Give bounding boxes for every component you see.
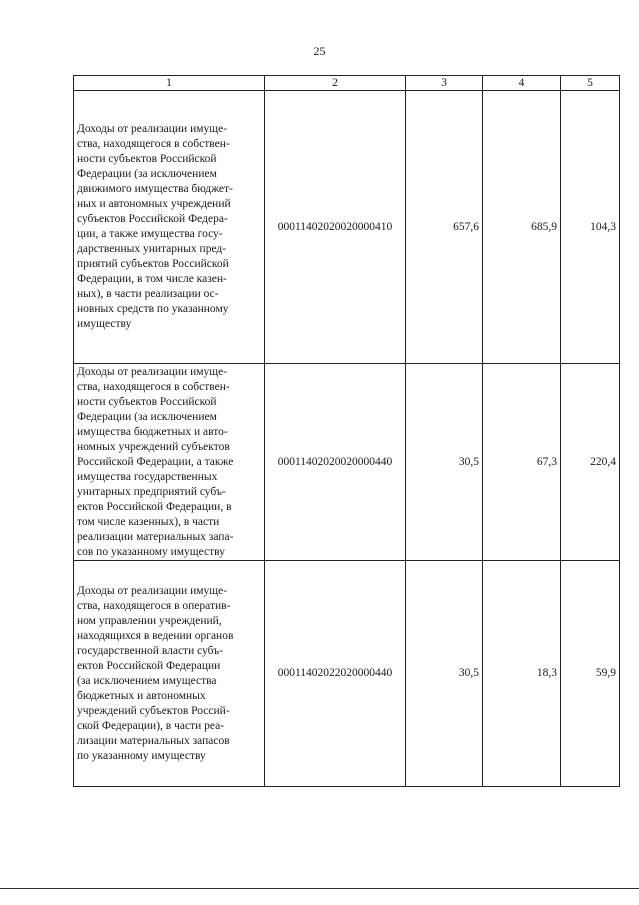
column-header-1: 1: [74, 76, 265, 91]
budget-code: 00011402022020000440: [265, 561, 406, 787]
value-col3: 30,5: [406, 364, 483, 561]
value-col3: 657,6: [406, 91, 483, 364]
value-col5: 59,9: [561, 561, 620, 787]
revenue-table: [73, 75, 620, 787]
column-header-5: 5: [561, 76, 620, 91]
row-description-cell: [74, 364, 265, 561]
column-header-3: 3: [406, 76, 483, 91]
budget-code: 00011402020020000440: [265, 364, 406, 561]
row-description-cell: [74, 91, 265, 364]
value-col4: 685,9: [483, 91, 561, 364]
value-col3: 30,5: [406, 561, 483, 787]
value-col4: 67,3: [483, 364, 561, 561]
table-row: [74, 91, 620, 364]
page-number: 25: [313, 44, 326, 58]
value-col4: 18,3: [483, 561, 561, 787]
row-description: Доходы от реализации имуще- ства, находящегося в оператив- ном управлении учреждений, находящихся в ведении органов государственной власти субъ- ектов Российской Федерации (за исключением имущества бюджетных и автономных учреждений субъектов Россий- ской Федерации), в части реа- лизации материальных запасов по указанному имуществу: [77, 584, 234, 762]
budget-code: 00011402020020000410: [265, 91, 406, 364]
row-description: Доходы от реализации имуще- ства, находящегося в собствен- ности субъектов Российской Федерации (за исключением имущества бюджетных и авто- номных учреждений субъектов Российской Федерации, а также имущества государственных унитарных предприятий субъ- ектов Российской Федерации, в том числе казенных), в части реализации материальных запа- сов по указанному имуществу: [77, 365, 234, 558]
row-description: Доходы от реализации имуще- ства, находящегося в собствен- ности субъектов Российской Федерации (за исключением движимого имущества бюджет- ных и автономных учреждений субъектов Российской Федера- ции, а также имущества госу- дарственных унитарных пред- приятий субъектов Российской Федерации, в том числе казен- ных), в части реализации ос- новных средств по указанному имуществу: [77, 123, 233, 330]
row-description-cell: [74, 561, 265, 787]
value-col5: 104,3: [561, 91, 620, 364]
page-bottom-divider: [0, 888, 639, 889]
table-row: [74, 561, 620, 787]
column-header-2: 2: [265, 76, 406, 91]
column-header-4: 4: [483, 76, 561, 91]
table-header-row: [74, 76, 620, 91]
table-row: [74, 364, 620, 561]
value-col5: 220,4: [561, 364, 620, 561]
